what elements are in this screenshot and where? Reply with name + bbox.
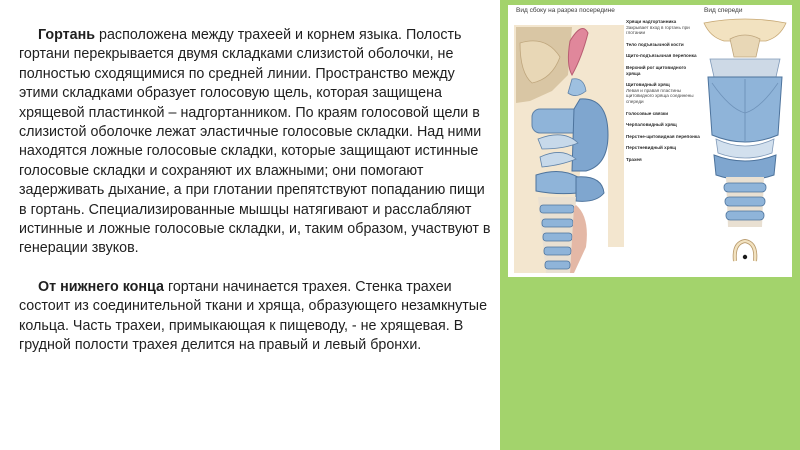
figure-label: Хрящи надгортанника Закрывает вход в гортань при глотании bbox=[626, 19, 690, 36]
paragraph-larynx-bold: Гортань bbox=[38, 27, 96, 43]
figure-title-side-view: Вид сбоку на разрез посередине bbox=[516, 7, 615, 14]
figure-label: Черпаловидный хрящ bbox=[626, 122, 677, 128]
paragraph-trachea-bold: От нижнего конца bbox=[38, 278, 164, 295]
paragraph-larynx-text: расположена между трахеей и корнем языка. Полость гортани перекрывается двумя складками слизистой оболочки, не полностью сходящимися по средней линии. Пространство между этими складками образует голосовую щель, которая защищена хрящевой пластинкой – надгортанником. По краям голосовой щели в слизистой оболочке лежат эластичные голосовые складки. Над ними находятся ложные голосовые складки, которые защищают истинные голосовые складки и сохраняют их влажными; они помогают задерживать дыхание, а при глотании препятствуют попаданию пищи в гортань. Специализированные мышцы натягивают и расслабляют истинные и ложные голосовые складки, и, таким образом, участвуют в генерации звуков. bbox=[19, 27, 491, 257]
body-text bbox=[19, 26, 495, 356]
figure-label: Голосовые связки bbox=[626, 110, 669, 116]
figure-label: Верхний рог щитовидного хряща bbox=[626, 64, 687, 76]
paragraph-larynx bbox=[19, 26, 495, 259]
figure-label: Щитовидный хрящ Левая и правая пластины щитовидного хряща соединены спереди bbox=[626, 82, 694, 104]
figure-labels bbox=[626, 19, 700, 169]
paragraph-trachea bbox=[19, 278, 495, 356]
figure-label: Тело подъязычной кости bbox=[626, 41, 684, 47]
larynx-anatomy-figure bbox=[508, 5, 792, 277]
larynx-side-view-image bbox=[512, 17, 626, 273]
paragraph-trachea-text: гортани начинается трахея. Стенка трахеи состоит из соединительной ткани и хряща, образующего незамкнутые кольца. Часть трахеи, примыкающая к пищеводу, - не хрящевая. В грудной полости трахея делится на правый и левый бронхи. bbox=[19, 278, 488, 354]
figure-label: Перстне-щитовидная перепонка bbox=[626, 133, 700, 139]
figure-label: Трахея bbox=[626, 156, 642, 162]
figure-label: Перстневидный хрящ bbox=[626, 145, 677, 151]
figure-label: Щито-подъязычная перепонка bbox=[626, 53, 697, 59]
larynx-front-view-image bbox=[700, 17, 790, 275]
figure-title-front-view: Вид спереди bbox=[704, 7, 743, 14]
